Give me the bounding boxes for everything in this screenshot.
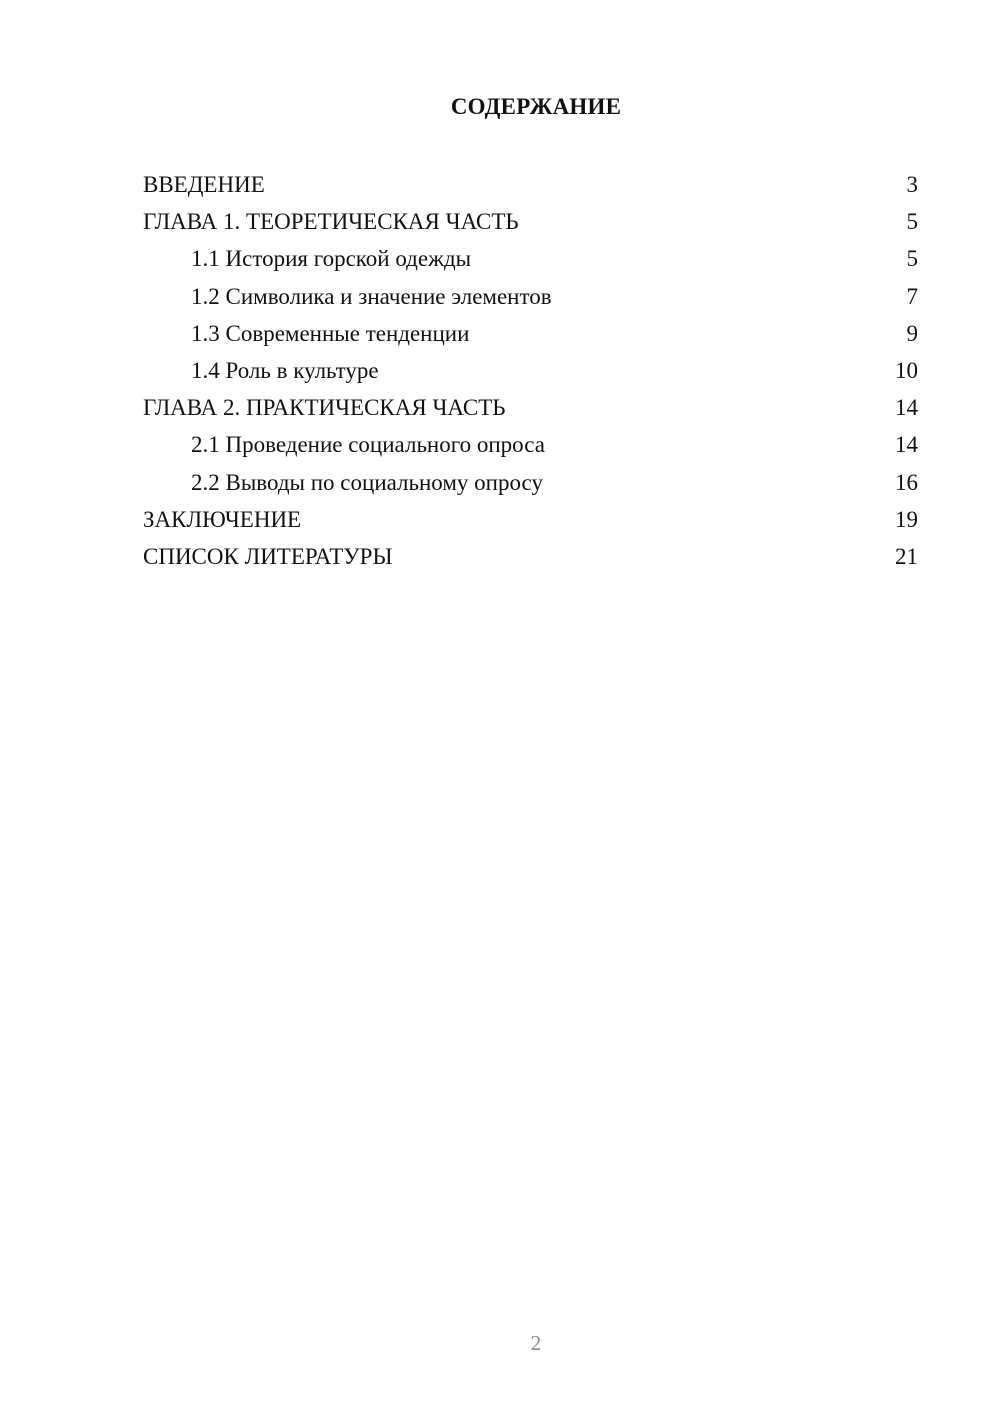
toc-entry-section-2-1[interactable] xyxy=(143,426,918,463)
toc-entry-section-1-1[interactable] xyxy=(143,240,918,277)
toc-entry-section-1-4[interactable] xyxy=(143,352,918,389)
toc-entry-page: 21 xyxy=(895,543,918,569)
toc-entry-section-1-2[interactable] xyxy=(143,278,918,315)
toc-entry-label: 2.1 Проведение социального опроса xyxy=(191,432,545,458)
table-of-contents xyxy=(143,166,918,575)
page-number: 2 xyxy=(530,1331,542,1355)
toc-entry-label: 2.2 Выводы по социальному опросу xyxy=(191,469,543,495)
toc-entry-chapter-1[interactable] xyxy=(143,203,918,240)
toc-entry-page: 3 xyxy=(906,172,918,197)
toc-entry-page: 5 xyxy=(906,246,918,272)
toc-entry-conclusion[interactable] xyxy=(143,501,918,538)
toc-entry-references[interactable] xyxy=(143,538,918,575)
toc-entry-section-1-3[interactable] xyxy=(143,315,918,352)
toc-entry-label: 1.3 Современные тенденции xyxy=(191,320,470,346)
toc-entry-label: 1.2 Символика и значение элементов xyxy=(191,283,552,309)
toc-entry-page: 10 xyxy=(895,357,918,383)
toc-entry-section-2-2[interactable] xyxy=(143,464,918,501)
toc-entry-label: ГЛАВА 2. ПРАКТИЧЕСКАЯ ЧАСТЬ xyxy=(143,395,506,421)
toc-entry-page: 9 xyxy=(906,320,918,346)
toc-entry-label: ГЛАВА 1. ТЕОРЕТИЧЕСКАЯ ЧАСТЬ xyxy=(143,209,519,235)
toc-entry-page: 14 xyxy=(895,432,918,458)
toc-entry-chapter-2[interactable] xyxy=(143,389,918,426)
toc-title: СОДЕРЖАНИЕ xyxy=(450,94,622,119)
toc-entry-page: 19 xyxy=(895,506,918,532)
toc-entry-introduction[interactable] xyxy=(143,166,918,203)
toc-entry-label: 1.1 История горской одежды xyxy=(191,246,472,272)
toc-entry-label: СПИСОК ЛИТЕРАТУРЫ xyxy=(143,543,393,569)
toc-entry-page: 5 xyxy=(906,209,918,235)
toc-entry-page: 16 xyxy=(895,469,918,495)
toc-entry-page: 7 xyxy=(906,283,918,309)
toc-entry-label: ВВЕДЕНИЕ xyxy=(143,172,265,197)
toc-entry-page: 14 xyxy=(895,395,918,421)
toc-entry-label: 1.4 Роль в культуре xyxy=(191,357,379,383)
toc-entry-label: ЗАКЛЮЧЕНИЕ xyxy=(143,506,302,532)
